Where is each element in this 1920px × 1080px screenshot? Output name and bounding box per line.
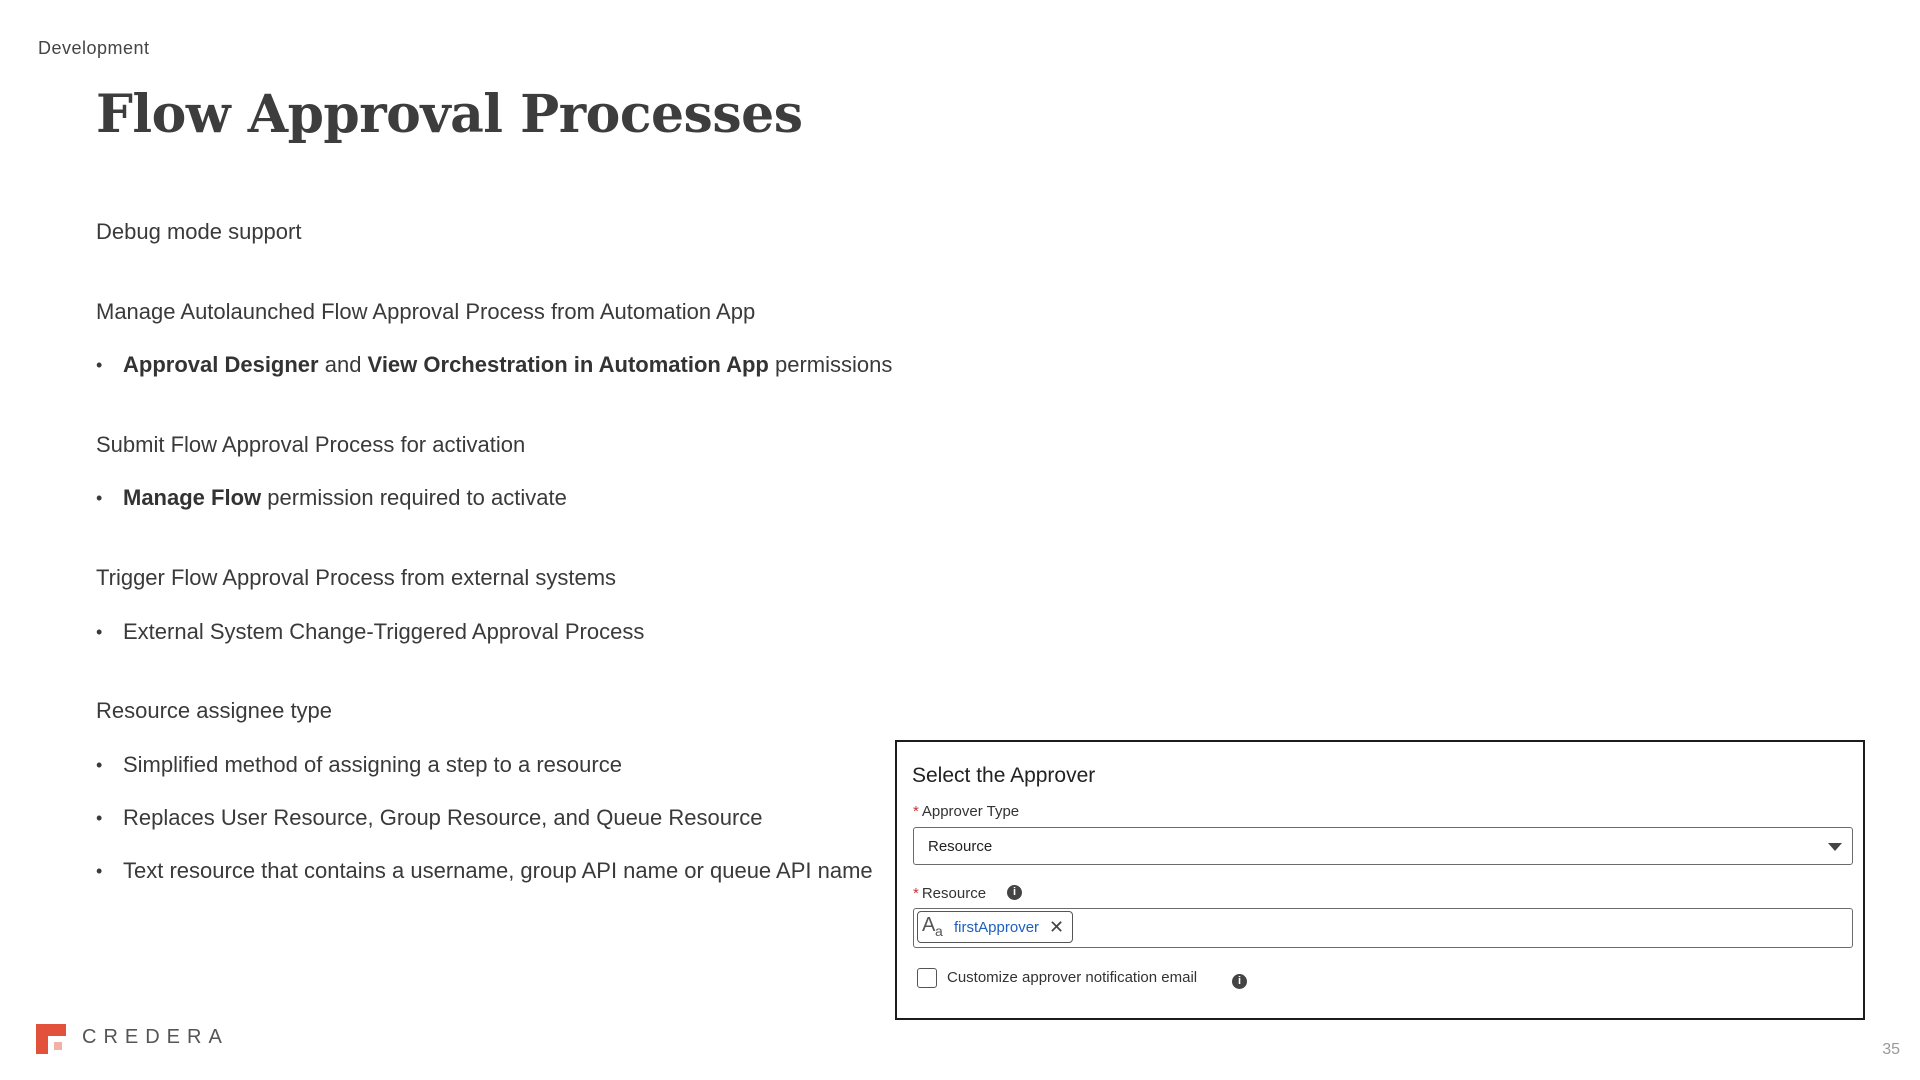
text-type-icon-big: A — [922, 914, 936, 936]
resource-bullet: • Replaces User Resource, Group Resource, and Queue Resource — [96, 805, 763, 831]
label-text: Approver Type — [921, 803, 1020, 820]
brand-name: CREDERA — [82, 1026, 229, 1048]
label-text: Resource — [921, 885, 987, 902]
resource-label — [913, 885, 986, 902]
close-icon[interactable]: ✕ — [1049, 916, 1065, 937]
bullet-text: and — [318, 352, 368, 377]
info-icon[interactable]: i — [1232, 974, 1247, 989]
required-mark: * — [913, 885, 919, 902]
bold-permission-2: View Orchestration in Automation App — [367, 352, 769, 377]
manage-heading: Manage Autolaunched Flow Approval Process from Automation App — [96, 299, 756, 324]
section-label: Development — [38, 38, 150, 58]
chevron-down-icon — [1828, 843, 1842, 851]
text-type-icon-small: a — [935, 923, 943, 939]
manage-bullet — [96, 352, 892, 378]
bold-permission-1: Approval Designer — [123, 352, 319, 377]
resource-input[interactable] — [913, 908, 1853, 948]
credera-logo-icon — [36, 1024, 66, 1054]
info-icon[interactable]: i — [1007, 885, 1022, 900]
bullet-text: permissions — [768, 352, 893, 377]
submit-bullet — [96, 485, 567, 511]
text-type-icon — [922, 914, 948, 940]
required-mark: * — [913, 803, 919, 820]
select-value: Resource — [928, 838, 993, 855]
approver-panel — [895, 740, 1865, 1020]
resource-pill[interactable] — [917, 911, 1073, 943]
checkbox-label: Customize approver notification email — [947, 969, 1198, 986]
submit-heading: Submit Flow Approval Process for activation — [96, 432, 526, 457]
pill-label: firstApprover — [954, 918, 1040, 936]
debug-heading: Debug mode support — [96, 219, 302, 244]
panel-title: Select the Approver — [912, 764, 1096, 787]
page-title: Flow Approval Processes — [96, 84, 803, 145]
customize-email-checkbox[interactable] — [917, 968, 937, 988]
bullet-text: permission required to activate — [261, 485, 567, 510]
resource-heading: Resource assignee type — [96, 698, 333, 723]
trigger-bullet: • External System Change-Triggered Approval Process — [96, 619, 644, 645]
approver-type-select[interactable] — [913, 827, 1853, 865]
resource-bullet: • Text resource that contains a username, group API name or queue API name — [96, 858, 873, 884]
bold-permission: Manage Flow — [123, 485, 262, 510]
page-number: 35 — [1882, 1041, 1900, 1058]
resource-bullet: • Simplified method of assigning a step to a resource — [96, 752, 622, 778]
trigger-heading: Trigger Flow Approval Process from external systems — [96, 565, 617, 590]
approver-type-label — [913, 803, 1019, 820]
